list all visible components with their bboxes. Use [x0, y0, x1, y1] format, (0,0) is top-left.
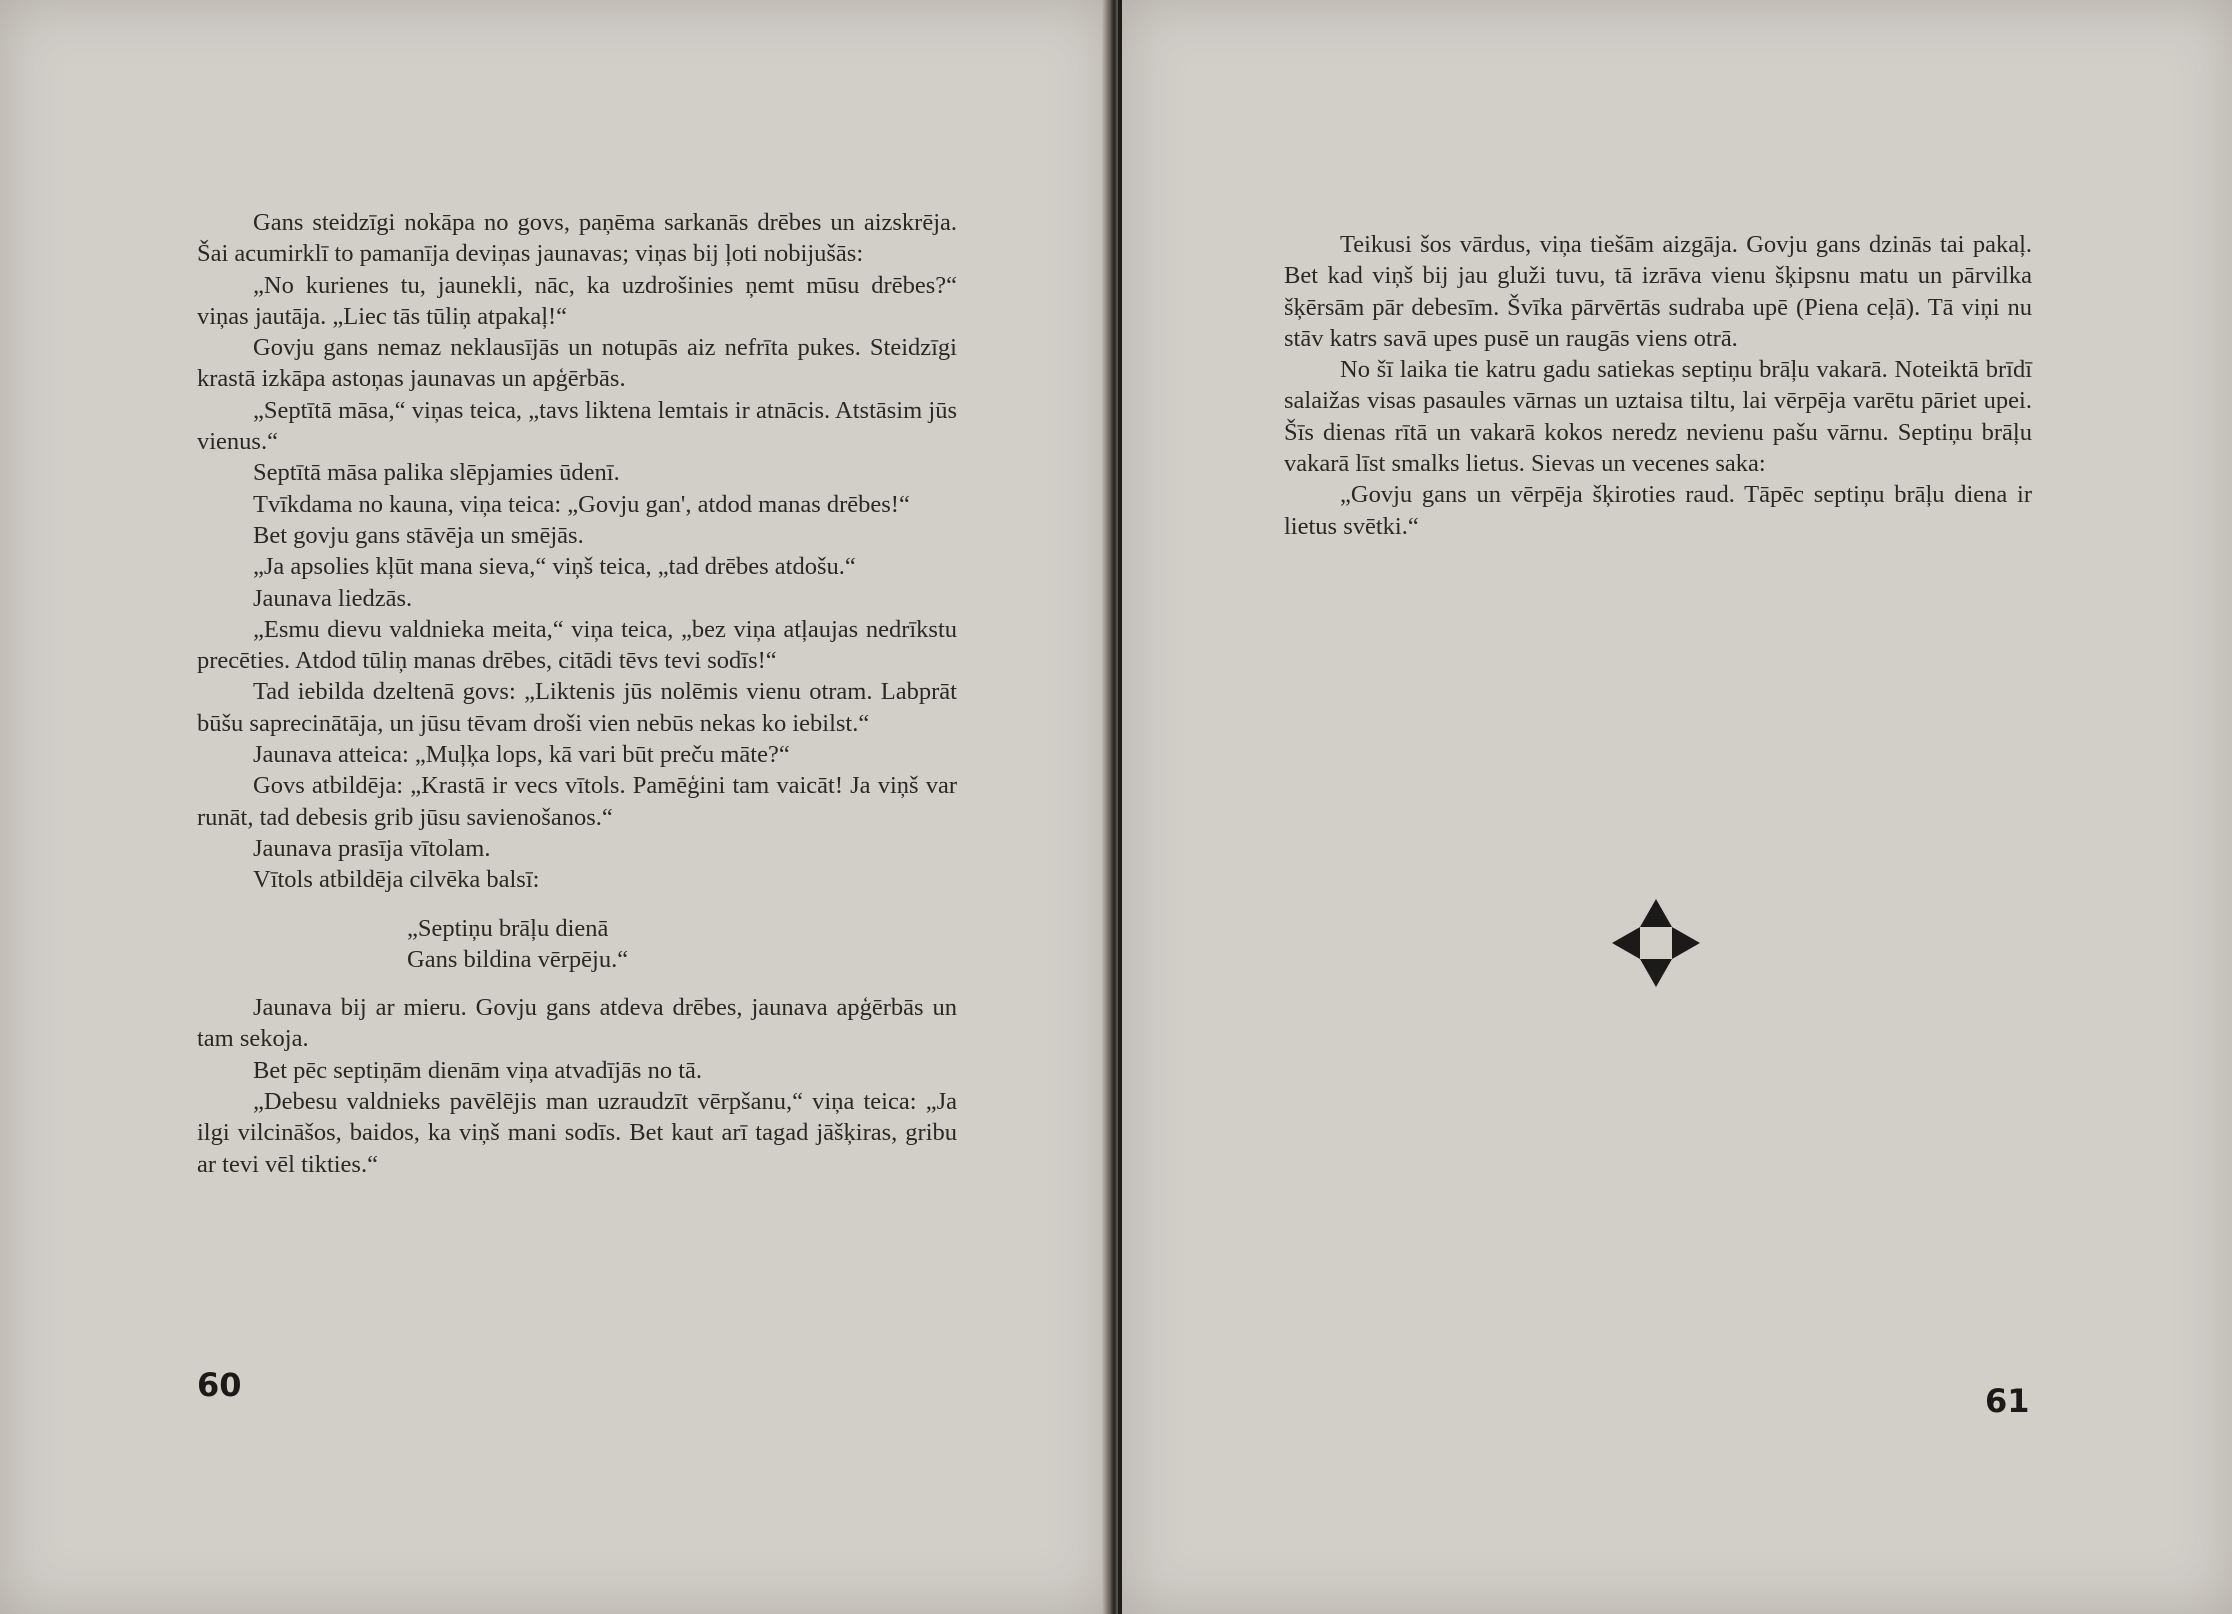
- page-number: 60: [197, 1366, 242, 1404]
- paragraph: Teikusi šos vārdus, viņa tiešām aizgāja. Govju gans dzinās tai pakaļ. Bet kad viņš bij jau gluži tuvu, tā izrāva vienu šķipsnu matu un pārvilka šķērsām pār debesīm. Švīka pārvērtās sudraba upē (Piena ceļā). Tā viņi nu stāv katrs savā upes pusē un raugās viens otrā.: [1284, 231, 2032, 352]
- paragraph: Govs atbildēja: „Krastā ir vecs vītols. Pamēģini tam vaicāt! Ja viņš var runāt, tad debesis grib jūsu savienošanos.“: [197, 772, 957, 831]
- paragraph: Bet pēc septiņām dienām viņa atvadījās no tā.: [253, 1056, 703, 1084]
- paragraph: Govju gans nemaz neklausījās un notupās aiz nefrīta pukes. Steidzīgi krastā izkāpa astoņas jaunavas un apģērbās.: [197, 334, 957, 393]
- paragraph: Bet govju gans stāvēja un smējās.: [253, 521, 584, 549]
- paragraph: Jaunava bij ar mieru. Govju gans atdeva drēbes, jaunava apģērbās un tam sekoja.: [197, 994, 957, 1053]
- paragraph: „Govju gans un vērpēja šķiroties raud. Tāpēc septiņu brāļu diena ir lietus svētki.“: [1284, 481, 2032, 540]
- paragraph: Tad iebilda dzeltenā govs: „Liktenis jūs nolēmis vienu otram. Labprāt būšu saprecinātāja, un jūsu tēvam droši vien nebūs nekas ko iebilst.“: [197, 678, 957, 737]
- right-page-text: [1284, 229, 2032, 542]
- page-number: 61: [1985, 1382, 2030, 1420]
- paragraph: Jaunava liedzās.: [253, 584, 413, 612]
- paragraph: „Esmu dievu valdnieka meita,“ viņa teica, „bez viņa atļaujas nedrīkstu precēties. Atdod tūliņ manas drēbes, citādi tēvs tevi sodīs!“: [197, 615, 957, 675]
- four-arrow-fleuron-icon: [1610, 897, 1702, 989]
- paragraph: Jaunava atteica: „Muļķa lops, kā vari būt preču māte?“: [253, 741, 790, 769]
- verse-line: Gans bildina vērpēju.“: [407, 945, 629, 973]
- paragraph: „No kurienes tu, jaunekli, nāc, ka uzdrošinies ņemt mūsu drēbes?“ viņas jautāja. „Liec tās tūliņ atpakaļ!“: [197, 271, 957, 330]
- paragraph: „Debesu valdnieks pavēlējis man uzraudzīt vērpšanu,“ viņa teica: „Ja ilgi vilcināšos, baidos, ka viņš mani sodīs. Bet kaut arī tagad jāšķiras, gribu ar tevi vēl tikties.“: [197, 1088, 957, 1178]
- paragraph: „Ja apsolies kļūt mana sieva,“ viņš teica, „tad drēbes atdošu.“: [253, 553, 856, 581]
- paragraph: Gans steidzīgi nokāpa no govs, paņēma sarkanās drēbes un aizskrēja. Šai acumirklī to pamanīja deviņas jaunavas; viņas bij ļoti nobijušās:: [197, 209, 957, 268]
- paragraph: Tvīkdama no kauna, viņa teica: „Govju gan', atdod manas drēbes!“: [253, 490, 910, 518]
- verse-line: „Septiņu brāļu dienā: [407, 914, 609, 942]
- paragraph: Vītols atbildēja cilvēka balsī:: [253, 866, 540, 894]
- paragraph: „Septītā māsa,“ viņas teica, „tavs liktenа lemtais ir atnācis. Atstāsim jūs vienus.“: [197, 396, 957, 456]
- left-page-text: [197, 207, 957, 1180]
- paragraph: Jaunava prasīja vītolam.: [253, 834, 491, 862]
- paragraph: No šī laika tie katru gadu satiekas septiņu brāļu vakarā. Noteiktā brīdī salaižas visas pasaules vārnas un uztaisa tiltu, lai vērpēja varētu pāriet upei. Šīs dienas rītā un vakarā kokos neredz nevienu pašu vārnu. Septiņu brāļu vakarā līst smalks lietus. Sievas un vecenes saka:: [1284, 356, 2032, 478]
- verse: [407, 913, 957, 976]
- paragraph: Septītā māsa palika slēpjamies ūdenī.: [253, 459, 620, 487]
- left-page: [0, 0, 1112, 1614]
